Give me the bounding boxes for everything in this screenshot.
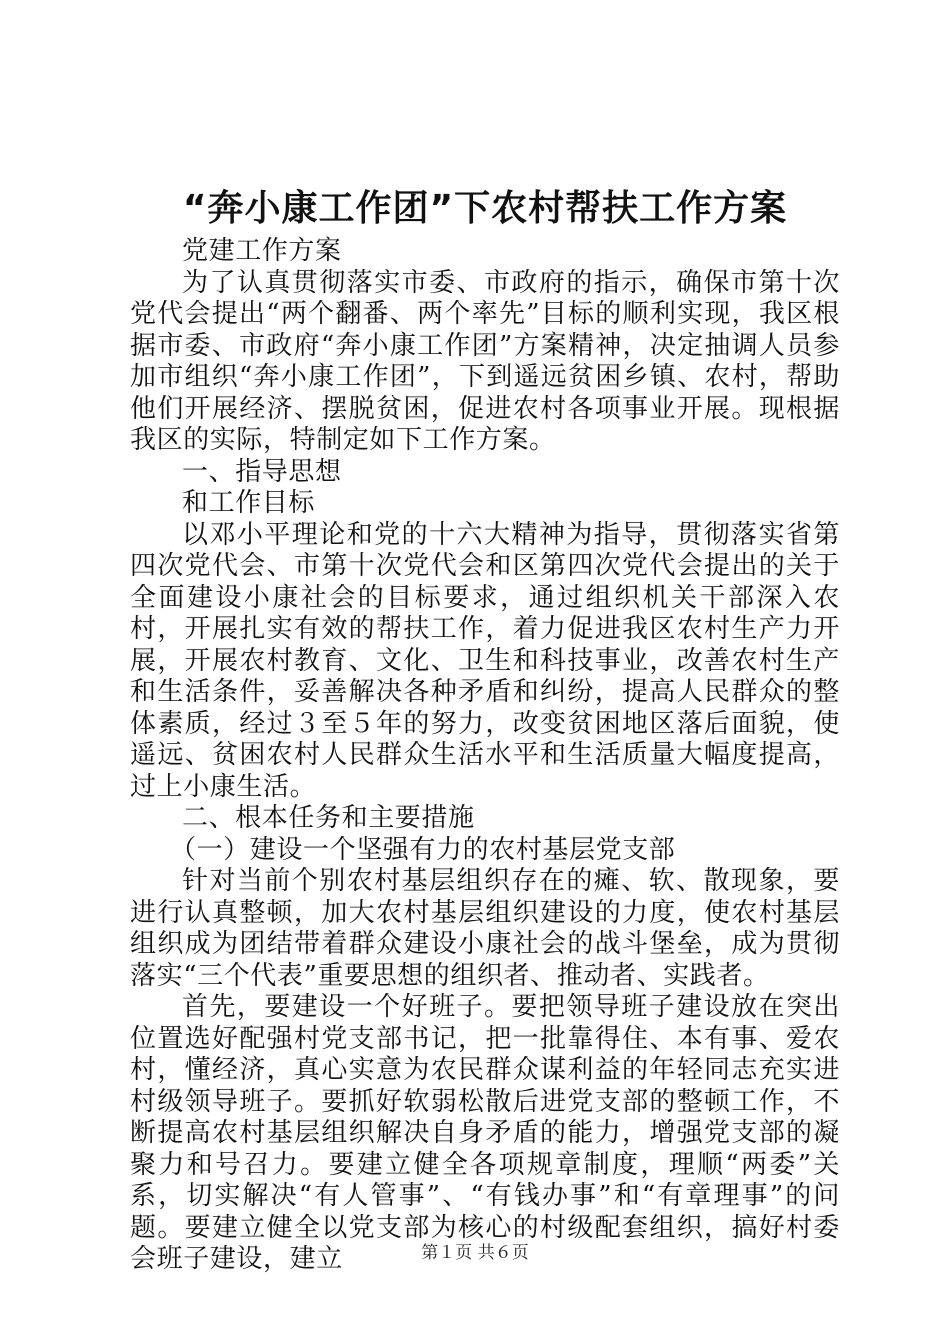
document-body <box>130 236 840 1276</box>
page-footer: 第１页 共６页 <box>421 1243 529 1263</box>
paragraph-intro: 为了认真贯彻落实市委、市政府的指示，确保市第十次党代会提出“两个翻番、两个率先”目标的顺利实现，我区根据市委、市政府“奔小康工作团”方案精神，决定抽调人员参加市组织“奔小康工作团”，下到遥远贫困乡镇、农村，帮助他们开展经济、摆脱贫困，促进农村各项事业开展。现根据我区的实际，特制定如下工作方案。 <box>130 267 840 455</box>
paragraph-leadership: 首先，要建设一个好班子。要把领导班子建设放在突出位置选好配强村党支部书记，把一批靠得住、本有事、爱农村，懂经济，真心实意为农民群众谋利益的年轻同志充实进村级领导班子。要抓好软弱松散后进党支部的整顿工作，不断提高农村基层组织解决自身矛盾的能力，增强党支部的凝聚力和号召力。要建立健全各项规章制度，理顺“两委”关系，切实解决“有人管事”、“有钱办事”和“有章理事”的问题。要建立健全以党支部为核心的村级配套组织，搞好村委会班子建设，建立 <box>130 992 840 1274</box>
paragraph-guiding-thought: 以邓小平理论和党的十六大精神为指导，贯彻落实省第四次党代会、市第十次党代会和区第四次党代会提出的关于全面建设小康社会的目标要求，通过组织机关干部深入农村，开展扎实有效的帮扶工作，着力促进我区农村生产力开展，开展农村教育、文化、卫生和科技事业，改善农村生产和生活条件，妥善解决各种矛盾和纠纷，提高人民群众的整体素质，经过３至５年的努力，改变贫困地区落后面貌，使遥远、贫困农村人民群众生活水平和生活质量大幅度提高，过上小康生活。 <box>130 519 840 802</box>
subsection-heading-1: （一）建设一个坚强有力的农村基层党支部 <box>170 834 676 865</box>
document-title: “奔小康工作团”下农村帮扶工作方案 <box>182 188 788 229</box>
section-heading-1: 一、指导思想 <box>182 456 342 487</box>
paragraph-grassroots: 针对当前个别农村基层组织存在的瘫、软、散现象，要进行认真整顿，加大农村基层组织建设的力度，使农村基层组织成为团结带着群众建设小康社会的战斗堡垒，成为贯彻落实“三个代表”重要思想的组织者、推动者、实践者。 <box>130 866 840 991</box>
section-heading-2: 二、根本任务和主要措施 <box>182 803 475 833</box>
section-heading-1-continued: 和工作目标 <box>182 488 316 518</box>
paragraph-subtitle: 党建工作方案 <box>182 236 342 266</box>
